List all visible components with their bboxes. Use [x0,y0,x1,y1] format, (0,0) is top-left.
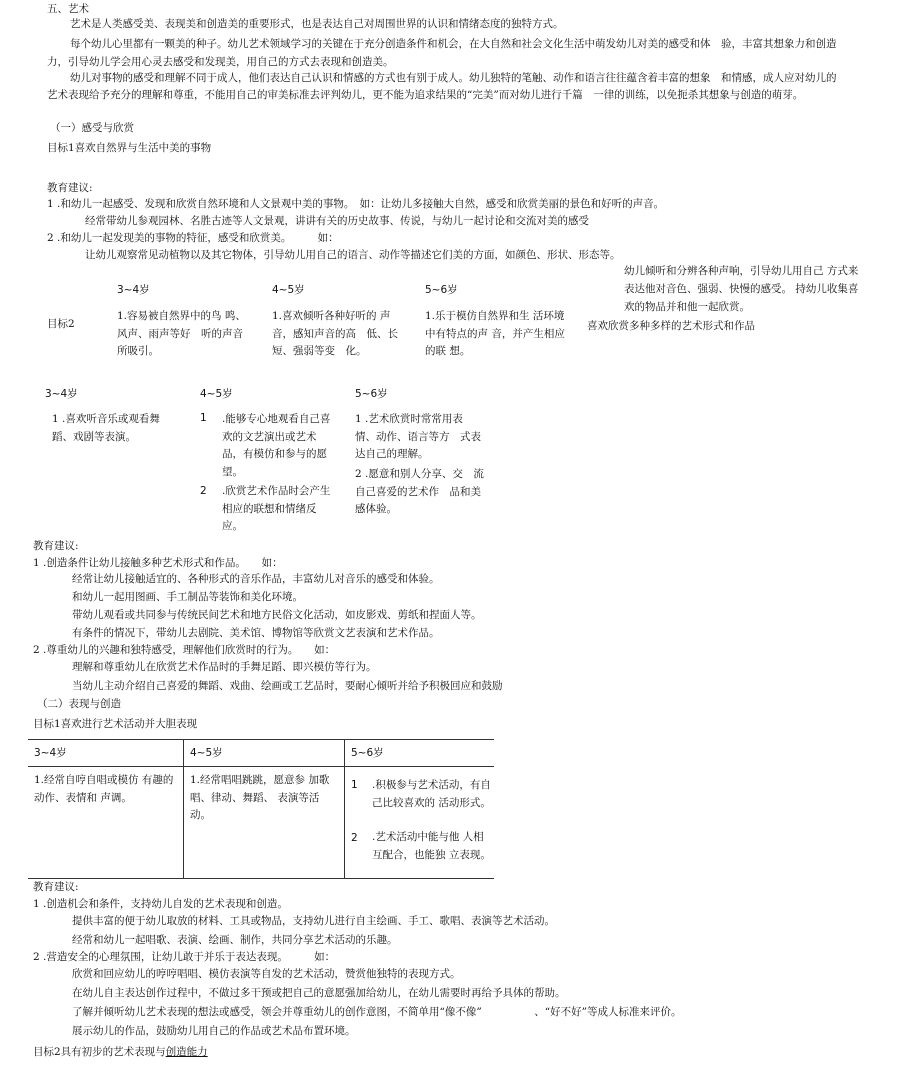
goal-heading-underlined: 创造能力 [165,1046,208,1058]
advice-item: 2 .和幼儿一起发现美的事物的特征，感受和欣赏美。 如： [47,232,339,244]
advice-detail: 和幼儿一起用图画、手工制品等装饰和美化环境。 [72,591,303,603]
advice-detail: 经常让幼儿接触适宜的、各种形式的音乐作品，丰富幼儿对音乐的感受和体验。 [72,573,440,585]
age-header-4-5: 4~5岁 [200,388,233,400]
table-cell: .积极参与艺术活动，有自己比较喜欢的 活动形式。 [372,779,491,809]
table-cell: 1 .艺术欣赏时常常用表 情、动作、语言等方 式表达自己的理解。 [355,413,481,460]
advice-detail: 在幼儿自主表达创作过程中，不做过多干预或把自己的意愿强加给幼儿，在幼儿需要时再给予具体的帮助。 [72,987,566,999]
advice-detail: 当幼儿主动介绍自己喜爱的舞蹈、戏曲、绘画或工艺品时，要耐心倾听并给予积极回应和鼓励 [72,680,503,692]
advice-detail: 经常带幼儿参观园林、名胜古迹等人文景观，讲讲有关的历史故事、传说，与幼儿一起讨论和交流对美的感受 [85,215,589,227]
table-cell: 1.经常自哼自唱或模仿 有趣的动作、表情和 声调。 [34,774,174,804]
table-cell: 1.容易被自然界中的鸟 鸣、风声、雨声等好 听的声音所吸引。 [117,310,246,357]
intro-paragraph-3: 幼儿对事物的感受和理解不同于成人，他们表达自己认识和情感的方式也有别于成人。幼儿独特的笔触、动作和语言往往蕴含着丰富的想象 和情感，成人应对幼儿的艺术表现给予充分的理解和尊重，不能用自己的审美标准去评判幼儿，更不能为追求结果的“完美”而对幼儿进行千篇 一律的训练，以免扼杀其想象与创造的萌芽。 [47,72,837,101]
age-header-4-5: 4~5岁 [272,284,305,296]
advice-detail: 展示幼儿的作品，鼓励幼儿用自己的作品或艺术品布置环境。 [72,1025,356,1037]
advice-label: 教育建议: [47,182,93,194]
advice-detail: 欣赏和回应幼儿的哼哼唱唱、模仿表演等自发的艺术活动，赞赏他独特的表现方式。 [72,968,461,980]
item-number: 1 [200,412,207,424]
item-number: 2 [200,485,207,497]
advice-detail: 有条件的情况下，带幼儿去剧院、美术馆、博物馆等欣赏文艺表演和艺术作品。 [72,627,440,639]
table-cell: 1.经常唱唱跳跳，愿意参 加歌唱、律动、舞蹈、 表演等活动。 [190,774,330,821]
age-header-4-5: 4~5岁 [190,747,223,759]
table-cell: .艺术活动中能与他 人相互配合，也能独 立表现。 [372,831,491,861]
advice-detail: 理解和尊重幼儿在欣赏艺术作品时的手舞足蹈、即兴模仿等行为。 [72,661,377,673]
advice-detail: 提供丰富的便于幼儿取放的材料、工具或物品，支持幼儿进行自主绘画、手工、歌唱、表演等艺术活动。 [72,915,555,927]
intro-paragraph-2: 每个幼儿心里都有一颗美的种子。幼儿艺术领域学习的关键在于充分创造条件和机会，在大自然和社会文化生活中萌发幼儿对美的感受和体 验，丰富其想象力和创造力，引导幼儿学会用心灵去感受和发现美，用自己的方式去表现和创造美。 [47,38,837,68]
goal-heading [33,1045,208,1059]
table-cell: .能够专心地观看自己喜欢的文艺演出或艺术品，有模仿和参与的愿望。 [222,413,331,478]
table-cell: 2 .愿意和别人分享、交 流自己喜爱的艺术作 品和美感体验。 [355,468,484,515]
table-cell: 1.喜欢倾听各种好听的 声音，感知声音的高 低、长短、强弱等变 化。 [272,310,398,357]
goal2-label: 目标2 [47,318,75,330]
advice-detail: 经常和幼儿一起唱歌、表演、绘画、制作，共同分享艺术活动的乐趣。 [72,934,398,946]
table-cell: 1 .喜欢听音乐或观看舞 蹈、戏剧等表演。 [52,413,171,443]
subsection-title: （一）感受与欣赏 [50,122,134,134]
advice-item: 1 .和幼儿一起感受、发现和欣赏自然环境和人文景观中美的事物。 如：让幼儿多接触大自然，感受和欣赏美丽的景色和好听的声音。 [47,198,665,210]
advice-item: 1 .创造条件让幼儿接触多种艺术形式和作品。 如： [33,557,283,569]
table-cell: .欣赏艺术作品时会产生相应的联想和情绪反应。 [222,485,331,532]
advice-item: 1 .创造机会和条件，支持幼儿自发的艺术表现和创造。 [33,898,288,910]
advice-detail: 带幼儿观看或共同参与传统民间艺术和地方民俗文化活动，如皮影戏、剪纸和捏面人等。 [72,609,482,621]
age-header-3-4: 3~4岁 [117,284,150,296]
advice-item: 2 .尊重幼儿的兴趣和独特感受，理解他们欣赏时的行为。 如： [33,644,336,656]
goal-heading: 目标1喜欢进行艺术活动并大胆表现 [33,718,198,730]
advice-item: 2 .营造安全的心理氛围，让幼儿敢于并乐于表达表现。 如： [33,951,336,963]
subsection-title: （二）表现与创造 [37,698,121,710]
goal2-heading: 喜欢欣赏多种多样的艺术形式和作品 [587,320,755,332]
table-cell: 1.乐于模仿自然界和生 活环境中有特点的声 音，并产生相应的联 想。 [425,310,565,357]
item-number: 1 [351,779,358,791]
section-title: 五、艺术 [47,3,89,15]
age-header-5-6: 5~6岁 [355,388,388,400]
goal-heading-text: 目标2具有初步的艺术表现与 [33,1046,166,1058]
advice-label: 教育建议: [33,881,79,893]
goal-heading: 目标1喜欢自然界与生活中美的事物 [47,142,212,154]
age-header-5-6: 5~6岁 [351,747,384,759]
advice-detail: 让幼儿观察常见动植物以及其它物体，引导幼儿用自己的语言、动作等描述它们美的方面，如颜色、形状、形态等。 [85,249,621,261]
advice-detail: 了解并倾听幼儿艺术表现的想法或感受，领会并尊重幼儿的创作意图，不简单用“像不像” 、“好不好”等成人标准来评价。 [72,1006,682,1018]
item-number: 2 [351,832,358,844]
intro-paragraph-1: 艺术是人类感受美、表现美和创造美的重要形式，也是表达自己对周围世界的认识和情绪态度的独特方式。 [70,18,564,30]
age-header-3-4: 3~4岁 [34,747,67,759]
age-header-3-4: 3~4岁 [45,388,78,400]
age-header-5-6: 5~6岁 [425,284,458,296]
advice-label: 教育建议: [33,540,79,552]
side-note: 幼儿倾听和分辨各种声响，引导幼儿用自己 方式来表达他对音色、强弱、快慢的感受。 持幼儿收集喜欢的物品并和他一起欣赏。 [624,265,859,313]
